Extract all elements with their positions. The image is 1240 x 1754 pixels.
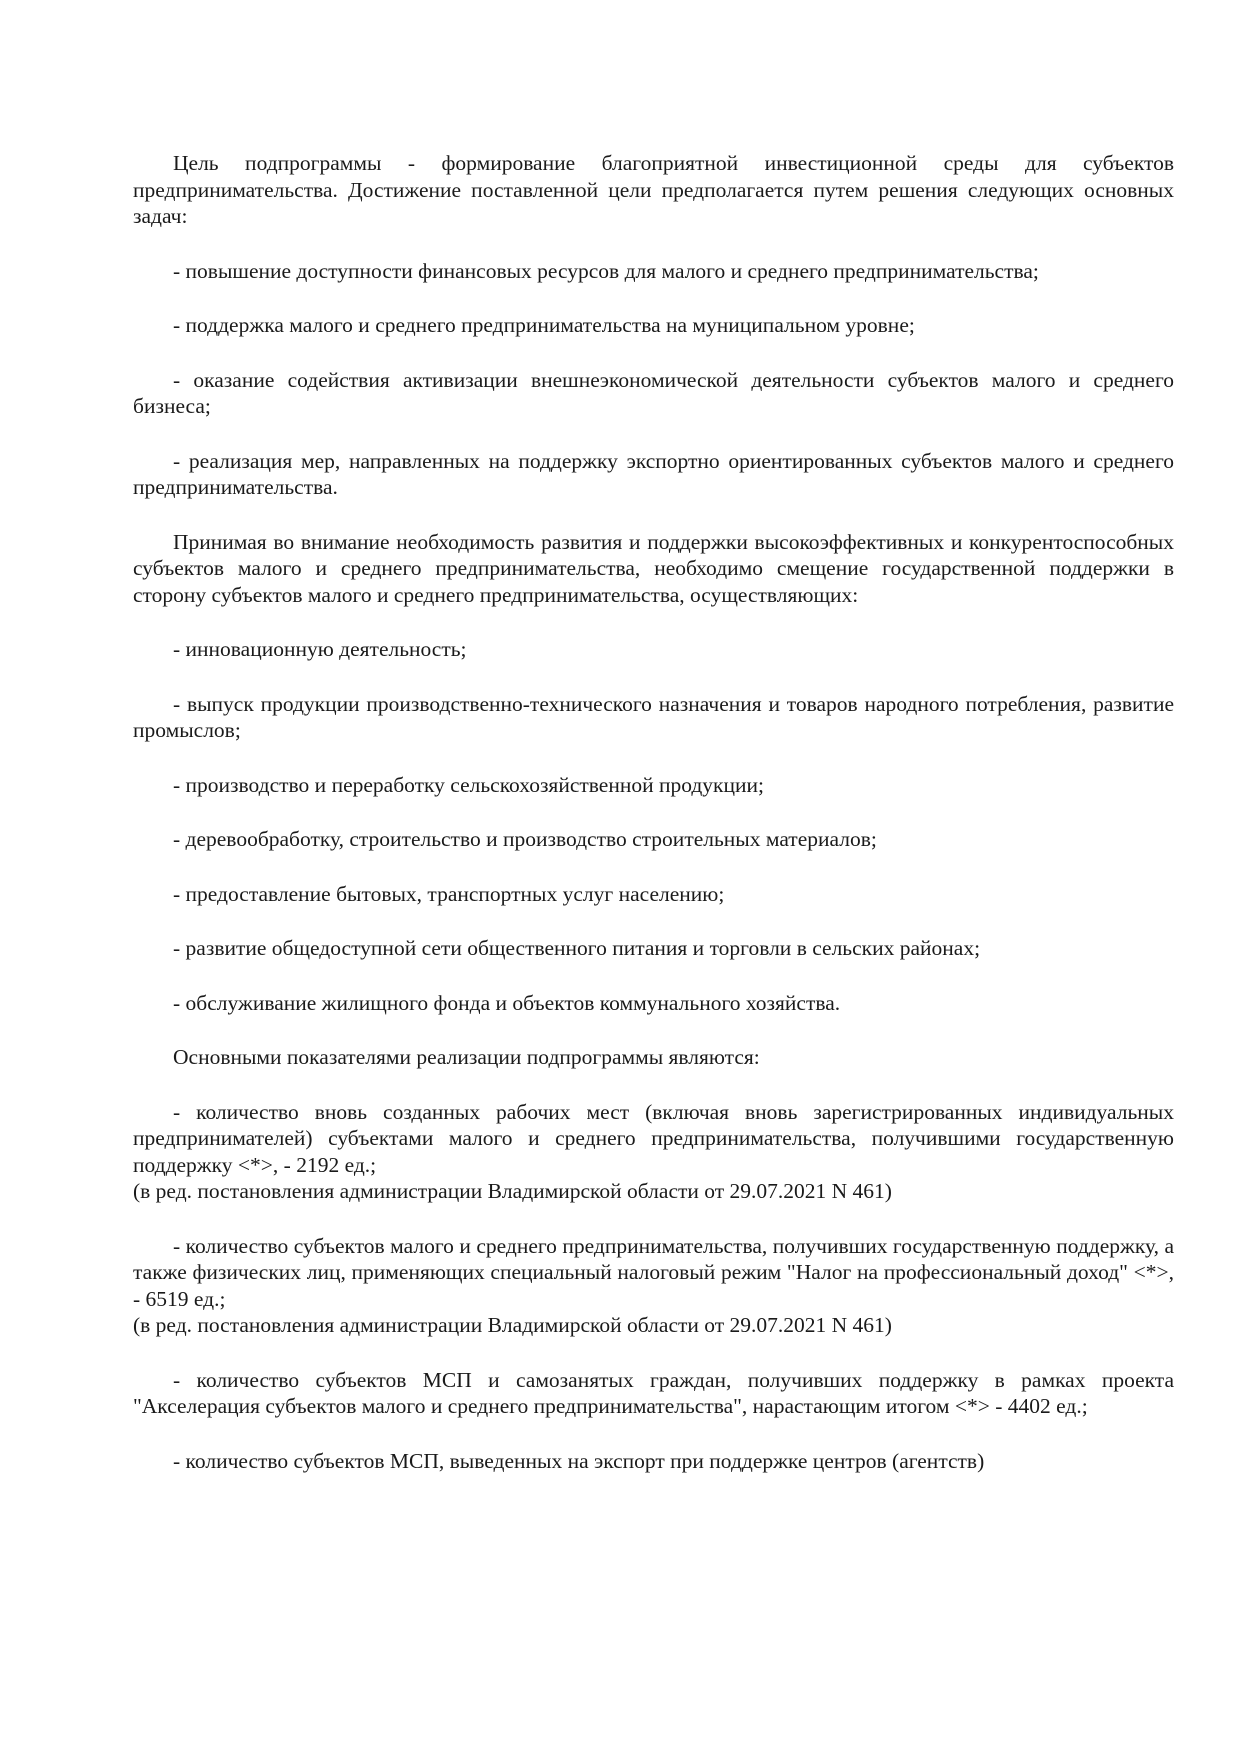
paragraph-support-shift: Принимая во внимание необходимость развития и поддержки высокоэффективных и конкурентоспособных субъектов малого и среднего предпринимательства, необходимо смещение государственной поддержки в сторону субъектов малого и среднего предпринимательства, осуществляющих: <box>133 529 1174 607</box>
paragraph-goal: Цель подпрограммы - формирование благоприятной инвестиционной среды для субъектов предпринимательства. Достижение поставленной цели предполагается путем решения следующих основных задач: <box>133 151 1174 228</box>
list-item-task-municipal: - поддержка малого и среднего предпринимательства на муниципальном уровне; <box>173 313 915 337</box>
indicator-acceleration: - количество субъектов МСП и самозанятых граждан, получивших поддержку в рамках проекта "Акселерация субъектов малого и среднего предпринимательства", нарастающим итогом <*> - 4402 ед.; <box>133 1367 1174 1418</box>
edit-note: (в ред. постановления администрации Владимирской области от 29.07.2021 N 461) <box>133 1179 892 1203</box>
list-item-catering-trade: - развитие общедоступной сети общественного питания и торговли в сельских районах; <box>173 936 981 960</box>
paragraph-indicators-intro: Основными показателями реализации подпрограммы являются: <box>173 1045 760 1069</box>
list-item-production: - выпуск продукции производственно-технического назначения и товаров народного потребления, развитие промыслов; <box>133 691 1174 742</box>
list-item-woodworking: - деревообработку, строительство и производство строительных материалов; <box>173 827 877 851</box>
list-item-innovation: - инновационную деятельность; <box>173 637 467 661</box>
list-item-housing: - обслуживание жилищного фонда и объектов коммунального хозяйства. <box>173 990 841 1015</box>
indicator-new-jobs: - количество вновь созданных рабочих мест (включая вновь зарегистрированных индивидуальных предпринимателей) субъектами малого и среднего предпринимательства, получившими государственную поддержку <*>, - 2192 ед.; <box>133 1099 1174 1177</box>
list-item-task-financing: - повышение доступности финансовых ресурсов для малого и среднего предпринимательства; <box>173 258 1039 283</box>
list-item-task-foreign-trade: - оказание содействия активизации внешнеэкономической деятельности субъектов малого и среднего бизнеса; <box>133 367 1174 418</box>
list-item-task-export: - реализация мер, направленных на поддержку экспортно ориентированных субъектов малого и среднего предпринимательства. <box>133 448 1174 499</box>
edit-note: (в ред. постановления администрации Владимирской области от 29.07.2021 N 461) <box>133 1313 892 1337</box>
indicator-supported-subjects: - количество субъектов малого и среднего предпринимательства, получивших государственную поддержку, а также физических лиц, применяющих специальный налоговый режим "Налог на профессиональный доход" <*>, - 6519 ед.; <box>133 1233 1174 1311</box>
list-item-agriculture: - производство и переработку сельскохозяйственной продукции; <box>173 772 764 797</box>
indicator-export: - количество субъектов МСП, выведенных на экспорт при поддержке центров (агентств) <box>173 1448 985 1473</box>
document-body <box>133 150 1174 1502</box>
list-item-services: - предоставление бытовых, транспортных услуг населению; <box>173 881 725 906</box>
